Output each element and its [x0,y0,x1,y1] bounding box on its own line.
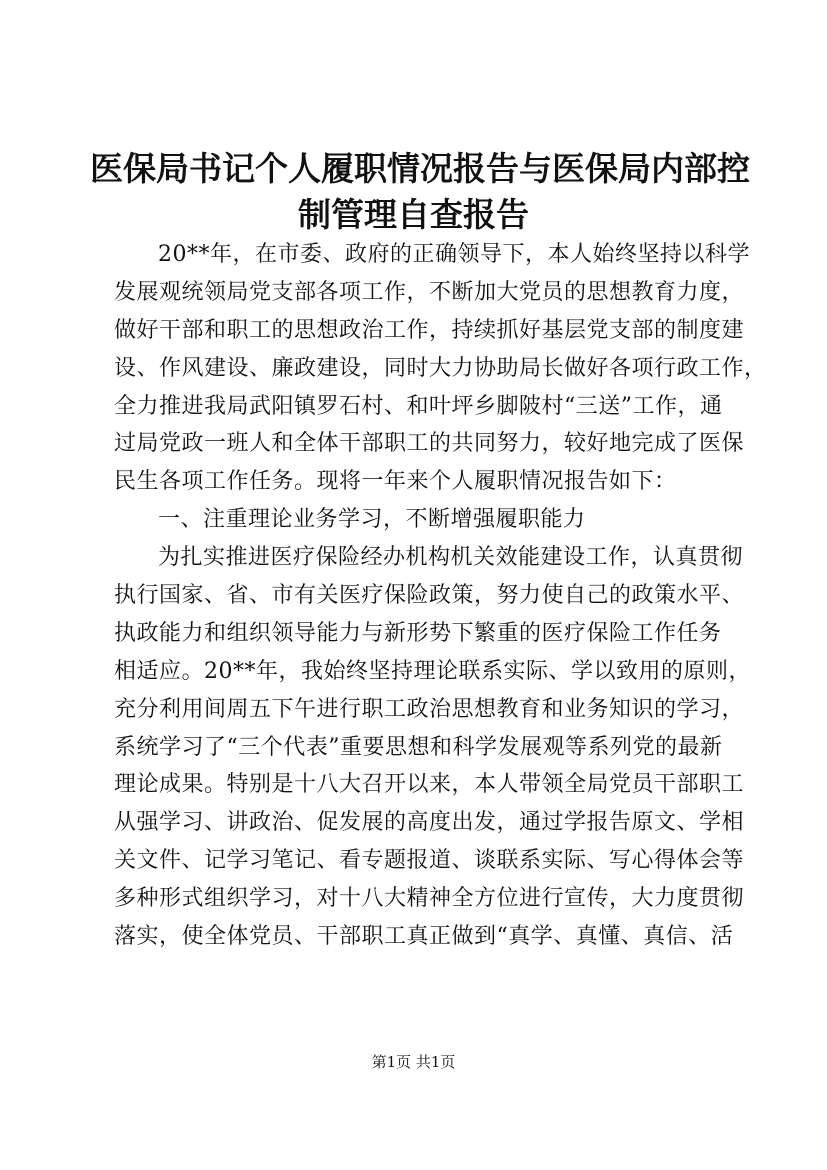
body-line: 落实，使全体党员、干部职工真正做到“真学、真懂、真信、活 [114,924,734,950]
title-line-2: 制管理自查报告 [298,195,529,234]
body-line: 执行国家、省、市有关医疗保险政策，努力使自己的政策水平、 [114,583,745,609]
body-line: 发展观统领局党支部各项工作，不断加大党员的思想教育力度， [114,279,745,305]
title-line-1: 医保局书记个人履职情况报告与医保局内部控 [90,149,750,188]
body-line: 执政能力和组织领导能力与新形势下繁重的医疗保险工作任务 [114,620,722,646]
page-number: 第1页 共1页 [371,1053,456,1071]
body-line: 系统学习了“三个代表”重要思想和科学发展观等系列党的最新 [114,734,723,760]
body-line: 20**年，在市委、政府的正确领导下，本人始终坚持以科学 [158,242,750,267]
body-line: 理论成果。特别是十八大召开以来，本人带领全局党员干部职工 [114,772,745,798]
body-line: 设、作风建设、廉政建设，同时大力协助局长做好各项行政工作， [114,355,767,381]
section-heading: 一、注重理论业务学习，不断增强履职能力 [158,507,586,533]
body-line: 充分利用间周五下午进行职工政治思想教育和业务知识的学习， [114,696,745,722]
body-line: 从强学习、讲政治、促发展的高度出发，通过学报告原文、学相 [114,810,745,836]
body-line: 过局党政一班人和全体干部职工的共同努力，较好地完成了医保 [114,431,745,457]
body-line: 全力推进我局武阳镇罗石村、和叶坪乡脚陂村“三送”工作，通 [114,393,723,419]
body-line: 多种形式组织学习，对十八大精神全方位进行宣传，大力度贯彻 [114,886,745,912]
body-line: 相适应。20**年，我始终坚持理论联系实际、学以致用的原则， [114,658,751,684]
body-line: 民生各项工作任务。现将一年来个人履职情况报告如下： [114,469,677,495]
document-title [90,146,750,238]
body-line: 做好干部和职工的思想政治工作，持续抓好基层党支部的制度建 [114,317,745,343]
body-line: 关文件、记学习笔记、看专题报道、谈联系实际、写心得体会等 [114,848,745,874]
document-body [114,236,767,956]
body-line: 为扎实推进医疗保险经办机构机关效能建设工作，认真贯彻 [158,545,744,571]
